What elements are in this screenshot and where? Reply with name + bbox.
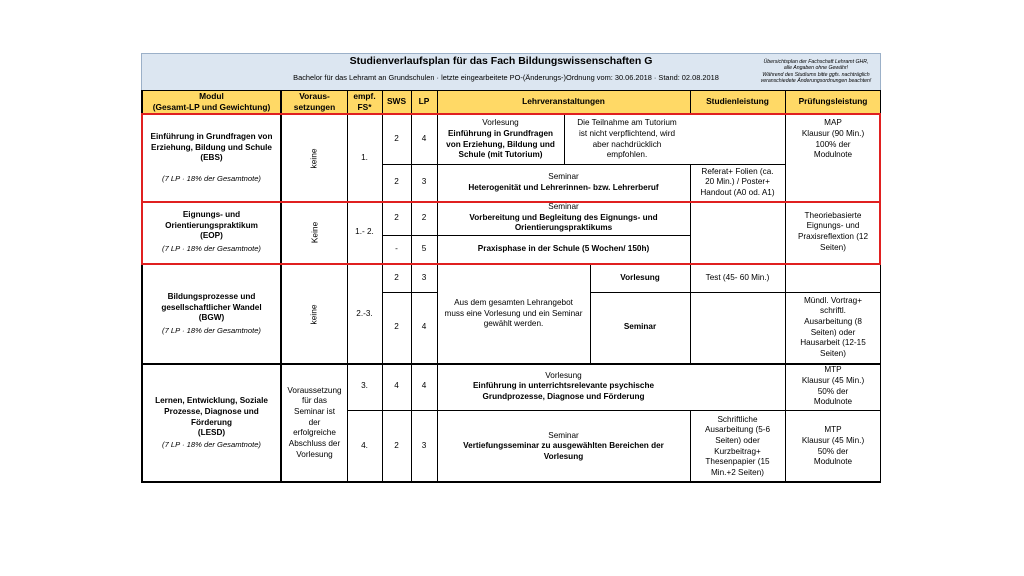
ebs-r1-title: Einführung in Grundfragen von Erziehung, Bildung und Schule (mit Tutorium) (446, 128, 555, 160)
header-sws: SWS (382, 90, 411, 113)
ebs-voraussetzungen: keine (309, 147, 320, 169)
bgw-r1-lp: 3 (421, 273, 427, 283)
bgw-voraussetzungen-cell (282, 265, 347, 363)
ebs-r2-studienleistung: Referat+ Folien (ca. 20 Min.) / Poster+ Handout (A0 od. A1) (700, 166, 775, 197)
lesd-r2-pruefungsleistung: MTP Klausur (45 Min.) 50% der Modulnote (801, 425, 865, 467)
bgw-choice-text: Aus dem gesamten Lehrangebot muss eine Vorlesung und ein Seminar gewählt werden. (444, 298, 583, 329)
module-ebs-lp: (7 LP · 18% der Gesamtnote) (162, 174, 261, 184)
header-pruefungsleistung: Prüfungsleistung (785, 90, 881, 113)
bgw-r1-studienleistung: Test (45- 60 Min.) (705, 273, 770, 283)
eop-pruefungsleistung: Theoriebasierte Eignungs- und Praxisreflextion (12 Seiten) (797, 210, 869, 252)
header-studienleistung: Studienleistung (690, 90, 785, 113)
lesd-r2-lp: 3 (421, 441, 427, 451)
eop-fs: 1.- 2. (355, 226, 374, 236)
lesd-r2-studienleistung: Schriftliche Ausarbeitung (5-6 Seiten) oder Kurzbeitrag+ Thesenpapier (15 Min.+2 Seiten) (704, 414, 771, 477)
ebs-r1-course (437, 115, 564, 164)
module-lesd-name: Lernen, Entwicklung, Soziale Prozesse, Diagnose und Förderung (LESD) (155, 396, 268, 438)
lesd-r1-fs: 3. (361, 381, 368, 391)
study-plan-table (141, 53, 881, 483)
module-ebs (143, 115, 280, 201)
page-title: Studienverlaufsplan für das Fach Bildungswissenschaften G (349, 55, 653, 68)
module-lesd (143, 365, 280, 481)
bgw-r2-sws: 2 (394, 322, 399, 332)
header-fs: empf. FS* (347, 90, 382, 113)
bgw-fs: 2.-3. (356, 308, 373, 318)
lesd-r2-sws: 2 (394, 441, 399, 451)
page-subtitle: Bachelor für das Lehramt an Grundschulen · letzte eingearbeitete PO-(Änderungs-)Ordnung vom: 30.06.2018 · Stand: 02.08.2018 (293, 73, 719, 83)
ebs-voraussetzungen-cell (282, 115, 347, 201)
ebs-r2-type: Seminar (548, 171, 579, 181)
bgw-r2-pruefungsleistung: Mündl. Vortrag+ schriftl. Ausarbeitung (8 Seiten) oder Hausarbeit (12-15 Seiten) (800, 295, 866, 358)
header-modul: Modul (Gesamt-LP und Gewichtung) (141, 90, 282, 113)
lesd-r2-title: Vertiefungsseminar zu ausgewählten Bereichen der Vorlesung (463, 441, 664, 461)
eop-r2-sws: - (395, 243, 398, 253)
lesd-r1-type: Vorlesung (545, 370, 582, 380)
lesd-r1-pruefungsleistung: MTP Klausur (45 Min.) 50% der Modulnote (801, 365, 865, 407)
header-lehrveranstaltungen: Lehrveranstaltungen (437, 90, 690, 113)
lesd-r1-lp: 4 (421, 381, 427, 391)
eop-r1-sws: 2 (394, 212, 399, 222)
ebs-r2-course (437, 164, 690, 201)
lesd-r2-fs: 4. (361, 441, 368, 451)
module-eop-name: Eignungs- und Orientierungspraktikum (EOP) (165, 210, 258, 241)
module-bgw-lp: (7 LP · 18% der Gesamtnote) (162, 326, 261, 336)
lesd-r1-title: Einführung in unterrichtsrelevante psychische Grundprozesse, Diagnose und Förderung (472, 381, 655, 401)
eop-r1-title: Vorbereitung und Begleitung des Eignungs- und Orientierungspraktikums (469, 212, 658, 233)
module-eop-lp: (7 LP · 18% der Gesamtnote) (162, 244, 261, 254)
ebs-r1-tutorium-note: Die Teilnahme am Tutorium ist nicht verpflichtend, wird aber nachdrücklich empfohlen. (577, 118, 677, 160)
header-lp: LP (411, 90, 437, 113)
ebs-r2-lp: 3 (421, 177, 427, 187)
eop-r1-type: Seminar (548, 202, 579, 212)
module-bgw (143, 265, 280, 363)
ebs-r1-sws: 2 (394, 134, 399, 144)
module-bgw-name: Bildungsprozesse und gesellschaftlicher Wandel (BGW) (161, 292, 262, 323)
ebs-r2-title: Heterogenität und Lehrerinnen- bzw. Lehrerberuf (468, 182, 659, 192)
ebs-r1-type: Vorlesung (482, 118, 519, 128)
bgw-r2-lp: 4 (421, 322, 427, 332)
ebs-fs: 1. (361, 152, 368, 162)
lesd-r1-sws: 4 (394, 381, 399, 391)
bgw-r1-type: Vorlesung (620, 273, 660, 283)
eop-r2-title: Praxisphase in der Schule (5 Wochen/ 150h) (477, 243, 650, 253)
lesd-r2-course (437, 410, 690, 483)
bgw-r1-sws: 2 (394, 273, 399, 283)
lesd-r1-course (437, 363, 690, 410)
disclaimer-note: Übersichtsplan der Fachschaft Lehramt GHR, alle Angaben ohne Gewähr! Während des Studiums bitte ggfs. nachträglich veranschiedete Änderungsordnungen beachten! (760, 58, 872, 84)
header-voraussetzungen: Voraus- setzungen (282, 90, 347, 113)
ebs-pruefungsleistung: MAP Klausur (90 Min.) 100% der Modulnote (801, 118, 865, 160)
eop-voraussetzungen: Keine (309, 221, 320, 243)
eop-r1-lp: 2 (421, 212, 427, 222)
eop-r1-course (437, 201, 690, 235)
ebs-r2-sws: 2 (394, 177, 399, 187)
module-eop (143, 203, 280, 261)
module-ebs-name: Einführung in Grundfragen von Erziehung, Bildung und Schule (EBS) (150, 132, 273, 163)
lesd-voraussetzungen: Voraussetzung für das Seminar ist der erfolgreiche Abschluss der Vorlesung (287, 385, 342, 459)
eop-r2-lp: 5 (421, 243, 427, 253)
ebs-r1-lp: 4 (421, 134, 427, 144)
bgw-voraussetzungen: keine (309, 303, 320, 325)
lesd-r2-type: Seminar (548, 430, 579, 440)
module-lesd-lp: (7 LP · 18% der Gesamtnote) (162, 439, 261, 449)
eop-voraussetzungen-cell (282, 201, 347, 263)
bgw-r2-type: Seminar (623, 322, 657, 332)
